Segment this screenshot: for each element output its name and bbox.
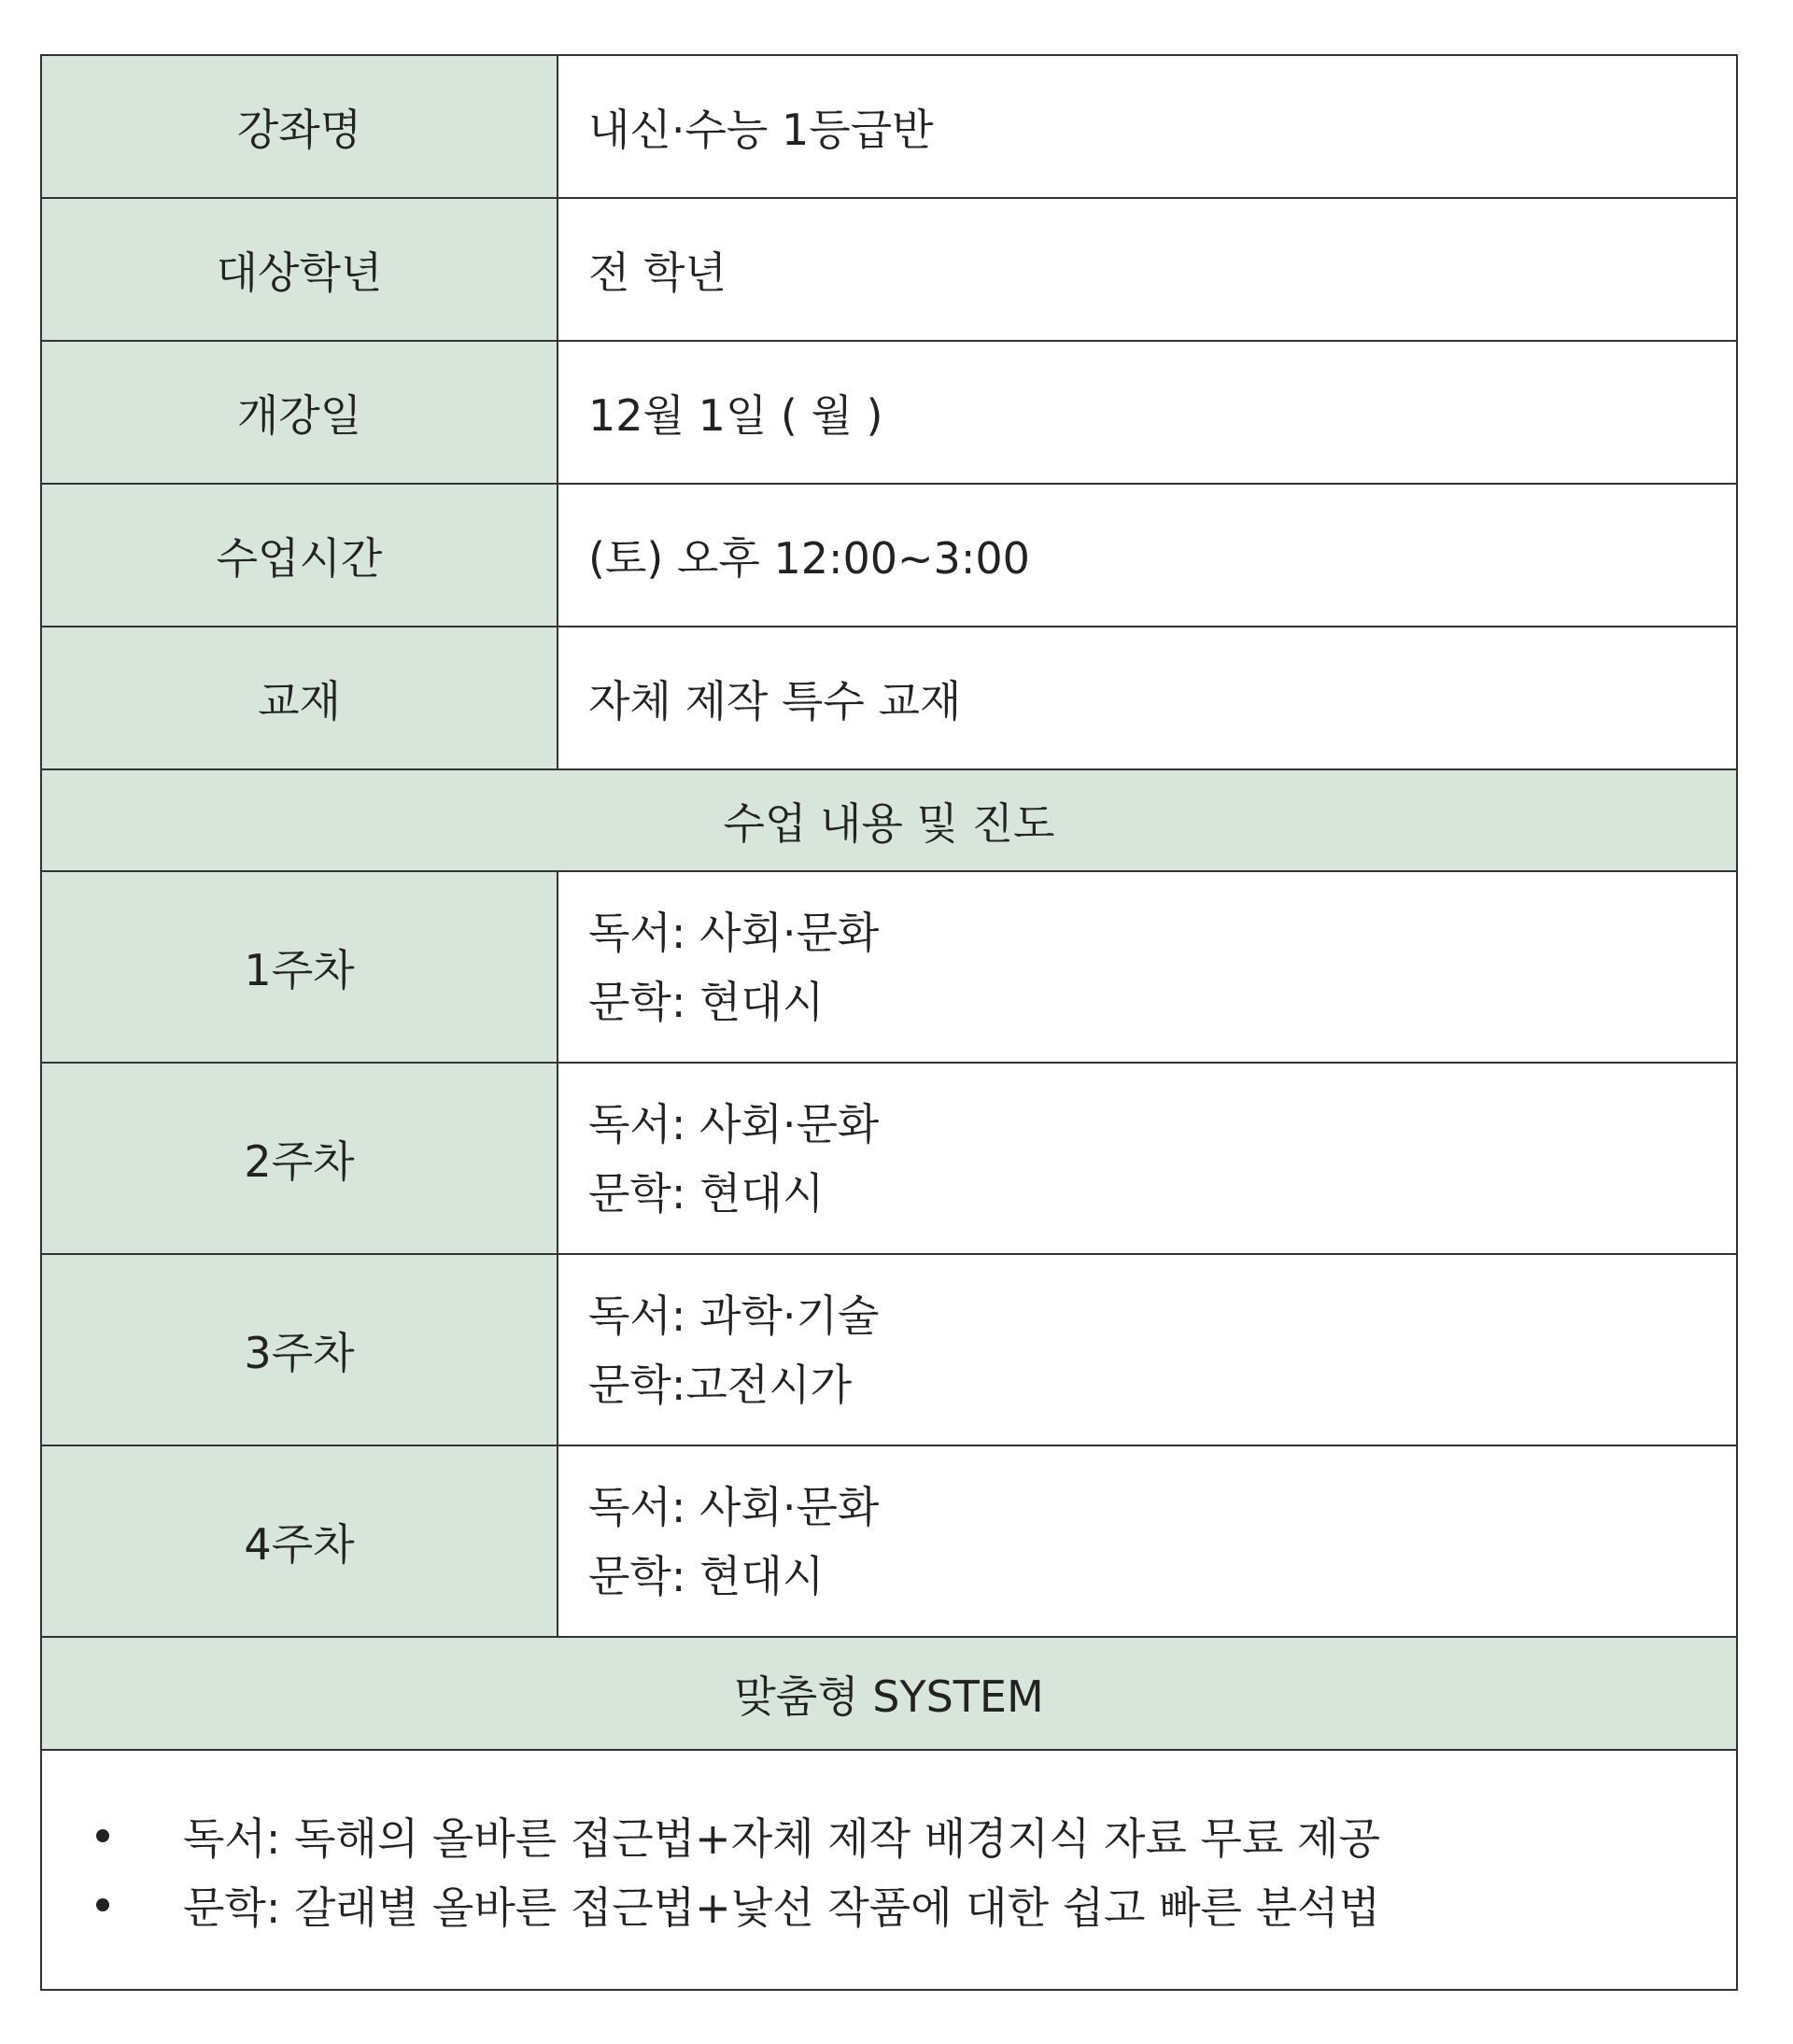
- week-literature: 문학: 현대시: [588, 1167, 825, 1219]
- table-row: [41, 769, 1737, 871]
- target-grade-label: 대상학년: [41, 198, 558, 341]
- week-content: [558, 1254, 1737, 1445]
- week-literature: 문학:고전시가: [588, 1359, 853, 1410]
- textbook-value: 자체 제작 특수 교재: [558, 627, 1737, 769]
- week-literature: 문학: 현대시: [588, 1550, 825, 1601]
- system-header: 맞춤형 SYSTEM: [41, 1637, 1737, 1750]
- week-label: 3주차: [41, 1254, 558, 1445]
- bullet-icon: [96, 1829, 109, 1842]
- table-row: [41, 1254, 1737, 1445]
- table-row: [41, 1637, 1737, 1750]
- class-time-value: (토) 오후 12:00~3:00: [558, 484, 1737, 627]
- system-list: [42, 1801, 1736, 1939]
- bullet-icon: [96, 1898, 109, 1911]
- curriculum-header: 수업 내용 및 진도: [41, 769, 1737, 871]
- table-row: [41, 341, 1737, 484]
- start-date-value: 12월 1일 ( 월 ): [558, 341, 1737, 484]
- target-grade-value: 전 학년: [558, 198, 1737, 341]
- table-row: [41, 1063, 1737, 1254]
- week-reading: 독서: 사회·문화: [588, 1098, 880, 1149]
- table-row: [41, 198, 1737, 341]
- week-reading: 독서: 사회·문화: [588, 1481, 880, 1532]
- textbook-label: 교재: [41, 627, 558, 769]
- table-row: [41, 871, 1737, 1063]
- week-literature: 문학: 현대시: [588, 976, 825, 1027]
- course-name-label: 강좌명: [41, 55, 558, 198]
- week-label: 2주차: [41, 1063, 558, 1254]
- table-row: [41, 1445, 1737, 1637]
- week-reading: 독서: 과학·기술: [588, 1290, 880, 1341]
- table-row: [41, 55, 1737, 198]
- list-item: [42, 1801, 1736, 1870]
- table-row: [41, 1750, 1737, 1990]
- course-name-value: 내신·수능 1등급반: [558, 55, 1737, 198]
- week-content: [558, 1063, 1737, 1254]
- table-row: [41, 484, 1737, 627]
- week-reading: 독서: 사회·문화: [588, 907, 880, 958]
- table-row: [41, 627, 1737, 769]
- system-item-text: 문학: 갈래별 올바른 접근법+낯선 작품에 대한 쉽고 빠른 분석법: [183, 1882, 1380, 1933]
- system-body: [41, 1750, 1737, 1990]
- week-label: 4주차: [41, 1445, 558, 1637]
- start-date-label: 개강일: [41, 341, 558, 484]
- week-label: 1주차: [41, 871, 558, 1063]
- course-info-table: [40, 54, 1738, 1991]
- week-content: [558, 871, 1737, 1063]
- system-item-text: 독서: 독해의 올바른 접근법+자체 제작 배경지식 자료 무료 제공: [183, 1812, 1380, 1864]
- class-time-label: 수업시간: [41, 484, 558, 627]
- list-item: [42, 1870, 1736, 1939]
- week-content: [558, 1445, 1737, 1637]
